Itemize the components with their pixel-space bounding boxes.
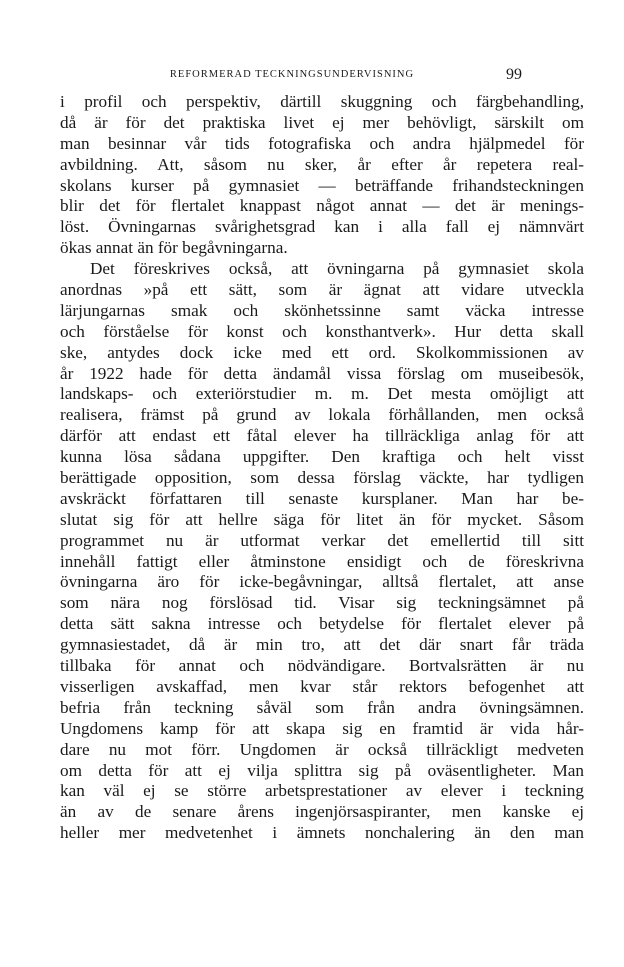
text-line: tillbaka för annat och nödvändigare. Bortvalsrätten är nu (60, 656, 584, 676)
text-line: slutat sig för att hellre säga för litet än för mycket. Såsom (60, 509, 584, 529)
text-line: Ungdomens kamp för att skapa sig en framtid är vida hår- (60, 718, 584, 738)
text-line: ökas annat än för begåvningarna. (60, 238, 288, 258)
text-line: Det föreskrives också, att övningarna på gymnasiet skola (90, 259, 584, 279)
text-line: avbildning. Att, såsom nu sker, år efter år repetera real- (60, 154, 584, 174)
text-line: blir det för flertalet knappast något annat — det är menings- (60, 196, 584, 216)
body-text (60, 92, 584, 844)
text-line: programmet nu är utformat verkar det emellertid till sitt (60, 530, 584, 550)
text-line: än av de senare årens ingenjörsaspiranter, men kanske ej (60, 802, 584, 822)
text-line: man besinnar vår tids fotografiska och andra hjälpmedel för (60, 133, 584, 153)
text-line: skolans kurser på gymnasiet — beträffande frihandsteckningen (60, 175, 584, 195)
text-line: avskräckt författaren till senaste kursplaner. Man har be- (60, 488, 584, 508)
running-title: REFORMERAD TECKNINGSUNDERVISNING (169, 69, 415, 80)
text-line: detta sätt sakna intresse och betydelse för flertalet elever på (60, 614, 584, 634)
text-line: heller mer medvetenhet i ämnets nonchalering än den man (60, 823, 584, 843)
text-line: visserligen avskaffad, men kvar står rektors befogenhet att (60, 676, 584, 696)
text-line: ske, antydes dock icke med ett ord. Skolkommissionen av (60, 342, 584, 362)
text-line: landskaps- och exteriörstudier m. m. Det mesta omöjligt att (60, 384, 584, 404)
text-line: och förståelse för konst och konsthantverk». Hur detta skall (60, 321, 584, 341)
text-line: i profil och perspektiv, därtill skuggning och färgbehandling, (60, 92, 584, 111)
text-line: gymnasiestadet, då är min tro, att det där snart får träda (60, 635, 584, 655)
text-line: anordnas »på ett sätt, som är ägnat att vidare utveckla (60, 280, 584, 300)
text-line: år 1922 hade för detta ändamål vissa förslag om museibesök, (60, 363, 584, 383)
text-line: realisera, främst på grund av lokala förhållanden, men också (60, 405, 584, 425)
text-line: lärjungarnas smak och skönhetssinne samt väcka intresse (60, 300, 584, 320)
text-line: berättigade opposition, som dessa förslag väckte, har tydligen (60, 468, 584, 488)
text-line: löst. Övningarnas svårighetsgrad kan i alla fall ej nämnvärt (60, 217, 584, 237)
text-line: övningarna äro för icke-begåvningar, alltså flertalet, att anse (60, 572, 584, 592)
text-line: kan väl ej se större arbetsprestationer av elever i teckning (60, 781, 584, 801)
text-line: som nära nog förslösad tid. Visar sig teckningsämnet på (60, 593, 584, 613)
text-line: om detta för att ej vilja splittra sig på oväsentligheter. Man (60, 760, 584, 780)
running-header (60, 66, 584, 86)
page-number: 99 (506, 66, 522, 83)
text-line: därför att endast ett fåtal elever ha tillräckliga anlag för att (60, 426, 584, 446)
text-line: dare nu mot förr. Ungdomen är också tillräckligt medveten (60, 739, 584, 759)
text-line: kunna lösa sådana uppgifter. Den kraftiga och helt visst (60, 447, 584, 467)
text-line: innehåll fattigt eller åtminstone ensidigt och de föreskrivna (60, 551, 584, 571)
text-line: befria från teckning såväl som från andra övningsämnen. (60, 697, 584, 717)
text-line: då är för det praktiska livet ej mer behövligt, särskilt om (60, 112, 584, 132)
